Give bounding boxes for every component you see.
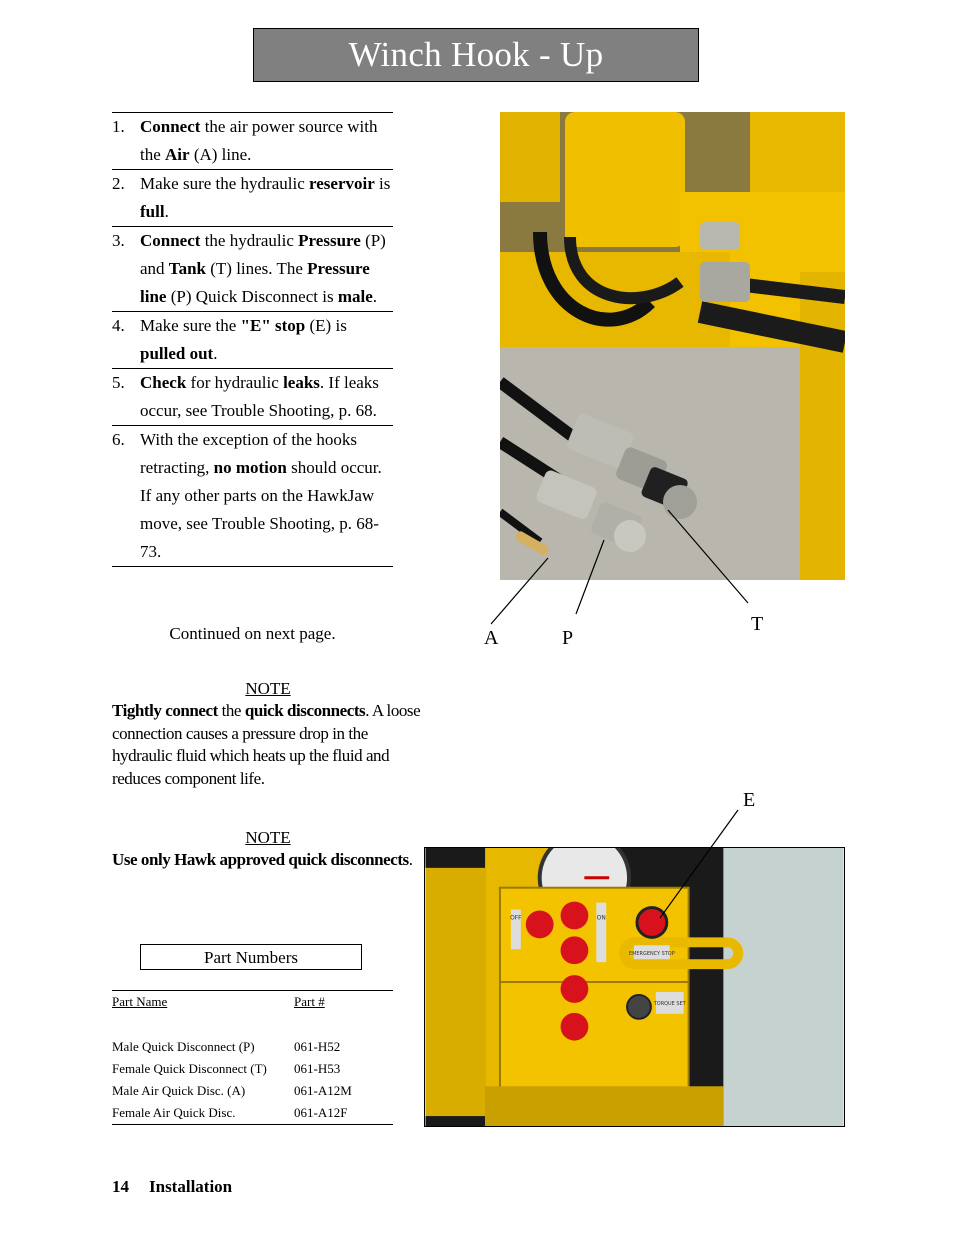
text-run: . If leaks occur, see Trouble Shooting, p. 68.	[140, 373, 379, 420]
part-numbers-title: Part Numbers	[140, 944, 362, 970]
step-text	[140, 312, 393, 368]
step-item	[112, 113, 393, 170]
table-row	[112, 1080, 393, 1102]
table-row	[112, 1102, 393, 1124]
bold-text: no motion	[213, 458, 287, 477]
section-name: Installation	[149, 1177, 233, 1196]
step-number: 6.	[112, 430, 125, 449]
part-number-cell: 061-H53	[294, 1061, 341, 1076]
callout-t: T	[751, 613, 764, 635]
button-3-icon[interactable]	[561, 936, 589, 964]
text-run: should occur. If any other parts on the HawkJaw move, see Trouble Shooting, p. 68-73.	[140, 458, 382, 561]
step-item	[112, 369, 393, 426]
col-header-part-name: Part Name	[112, 994, 168, 1009]
bold-text: quick disconnects	[244, 701, 366, 720]
part-name-cell: Male Quick Disconnect (P)	[112, 1039, 255, 1054]
bold-text: Check	[140, 373, 187, 392]
step-text	[140, 227, 393, 311]
page-footer	[112, 1177, 252, 1197]
step-item	[112, 426, 393, 567]
step-number: 1.	[112, 117, 125, 136]
callout-a: A	[484, 627, 499, 649]
steps-list	[112, 112, 393, 567]
button-4-icon[interactable]	[561, 975, 589, 1003]
step-number: 4.	[112, 316, 125, 335]
torque-knob-icon[interactable]	[627, 995, 651, 1019]
part-name-cell: Female Quick Disconnect (T)	[112, 1061, 267, 1076]
bold-text: Tightly connect	[112, 701, 218, 720]
bold-text: Use only Hawk approved quick disconnects	[112, 850, 409, 869]
part-numbers-table	[112, 990, 393, 1125]
text-run: Make sure the hydraulic	[140, 174, 309, 193]
text-run: With the exception of the hooks retracting,	[140, 430, 357, 477]
step-text	[140, 113, 393, 169]
text-run: .	[372, 287, 378, 306]
note-heading: NOTE	[245, 828, 291, 847]
button-2-icon[interactable]	[561, 902, 589, 930]
text-run: the hydraulic	[200, 231, 299, 250]
text-run: .	[408, 850, 413, 869]
bold-text: Connect	[140, 231, 201, 250]
step-text	[140, 170, 393, 226]
step-item	[112, 227, 393, 312]
note-approved-disconnects	[112, 827, 424, 872]
bold-text: Tank	[168, 259, 206, 278]
text-run: (T) lines. The	[205, 259, 308, 278]
part-name-cell: Female Air Quick Disc.	[112, 1105, 236, 1120]
step-item	[112, 170, 393, 227]
button-5-icon[interactable]	[561, 1013, 589, 1041]
step-number: 5.	[112, 373, 125, 392]
hydraulic-hoses-photo	[500, 112, 845, 580]
note-body	[112, 700, 424, 790]
note-tight-connect	[112, 678, 424, 790]
bold-text: male	[337, 287, 373, 306]
torque-set-label: TORQUE SET	[653, 1000, 686, 1007]
text-run: the	[217, 701, 245, 720]
bold-text: leaks	[283, 373, 320, 392]
step-text	[140, 426, 393, 566]
step-item	[112, 312, 393, 369]
text-run: for hydraulic	[186, 373, 284, 392]
part-number-cell: 061-H52	[294, 1039, 341, 1054]
off-label: OFF	[510, 914, 522, 922]
text-run: the air power source with the	[140, 117, 378, 164]
table-row	[112, 1036, 393, 1058]
text-run: (A) line.	[189, 145, 252, 164]
continued-text: Continued on next page.	[169, 624, 336, 643]
text-run: is	[374, 174, 391, 193]
bold-text: "E" stop	[240, 316, 306, 335]
control-panel-photo	[424, 847, 845, 1127]
button-1-icon[interactable]	[526, 911, 554, 939]
step-number: 3.	[112, 231, 125, 250]
step-text	[140, 369, 393, 425]
page-title: Winch Hook - Up	[348, 35, 604, 74]
text-run: (E) is	[305, 316, 347, 335]
text-run: (P) Quick Disconnect is	[166, 287, 338, 306]
text-run: (P) and	[140, 231, 386, 278]
page-number: 14	[112, 1177, 129, 1196]
note-body	[112, 849, 424, 872]
bold-text: Air	[165, 145, 190, 164]
table-row	[112, 1058, 393, 1080]
bold-text: Pressure line	[140, 259, 370, 306]
bold-text: Connect	[140, 117, 201, 136]
page-title-box	[253, 28, 699, 82]
col-header-part-number: Part #	[294, 994, 325, 1009]
on-label: ON	[596, 914, 606, 922]
text-run: .	[164, 202, 169, 221]
emergency-stop-icon[interactable]	[637, 908, 667, 938]
part-number-cell: 061-A12M	[294, 1083, 352, 1098]
table-header-row	[112, 991, 393, 1013]
bold-text: pulled out	[140, 344, 214, 363]
bold-text: Pressure	[298, 231, 361, 250]
text-run: .	[213, 344, 218, 363]
part-name-cell: Male Air Quick Disc. (A)	[112, 1083, 246, 1098]
step-number: 2.	[112, 174, 125, 193]
note-heading: NOTE	[245, 679, 291, 698]
part-number-cell: 061-A12F	[294, 1105, 348, 1120]
callout-e: E	[743, 789, 756, 811]
bold-text: full	[140, 202, 165, 221]
text-run: . A loose connection causes a pressure drop in the hydraulic fluid which heats up the fluid and reduces component life.	[112, 701, 421, 788]
emergency-stop-label: EMERGENCY STOP	[629, 951, 675, 958]
callout-p: P	[562, 627, 574, 649]
bold-text: reservoir	[309, 174, 375, 193]
text-run: Make sure the	[140, 316, 241, 335]
